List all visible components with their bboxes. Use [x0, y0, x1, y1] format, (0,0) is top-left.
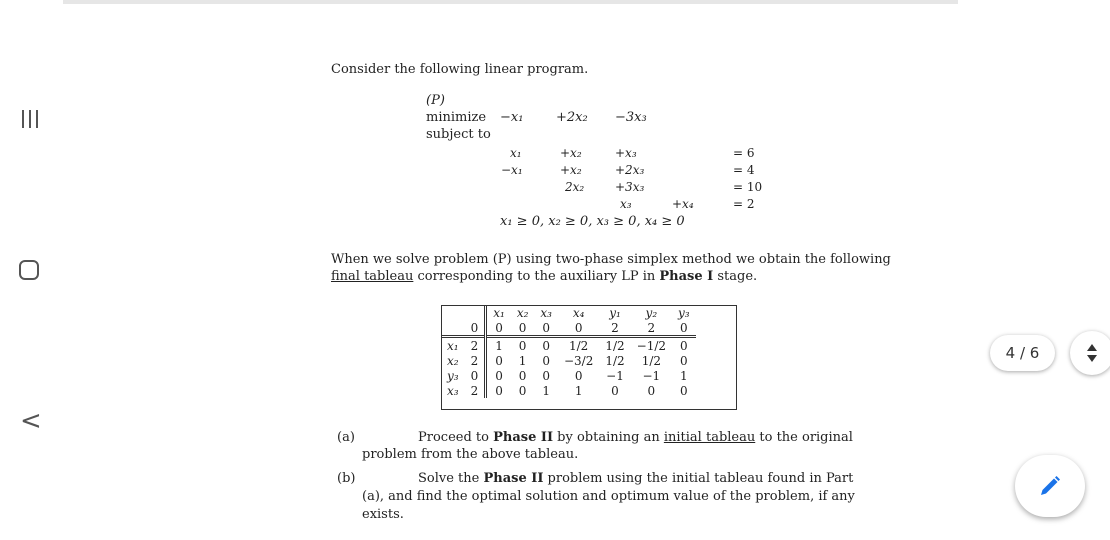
question-b-line-3: exists. [362, 507, 404, 522]
tableau-cell: 1/2 [605, 338, 625, 353]
tableau-cell: 1 [542, 383, 550, 398]
tableau-cell [441, 320, 465, 337]
question-a-mid: by obtaining an [553, 430, 664, 445]
tableau-cell: 0 [574, 320, 583, 335]
tableau-cell: 0 [495, 320, 503, 335]
tableau-basic-var: x₁ [447, 338, 459, 353]
tableau-header-cell: x₄ [572, 305, 585, 320]
tableau-header-cell [441, 305, 465, 320]
tableau-cell: 0 [495, 353, 503, 368]
tableau-cell: 1 [680, 368, 688, 383]
tableau-header-row [441, 305, 696, 320]
question-b-label: (b) [337, 471, 356, 486]
tableau-header-cell [465, 305, 486, 320]
tableau-cell: 0 [518, 383, 527, 398]
constraint-3-x2: 2x₂ [565, 180, 585, 194]
question-b-bold: Phase II [483, 471, 544, 486]
constraint-1-x3: +x₃ [615, 146, 637, 160]
constraint-1-x1: x₁ [510, 146, 522, 160]
objective-term-2: +2x₂ [556, 110, 588, 125]
question-b-pre: Solve the [418, 471, 484, 486]
tableau-cell: −3/2 [563, 353, 594, 368]
constraint-2-rhs: = 4 [733, 163, 755, 177]
chevron-up-icon[interactable] [1087, 344, 1097, 351]
question-b-line-1 [418, 471, 853, 486]
tableau-cell: 0 [574, 368, 583, 383]
tableau-objective-row [441, 320, 696, 337]
home-icon[interactable] [19, 260, 39, 280]
paragraph-line-1: When we solve problem (P) using two-phase simplex method we obtain the following [331, 252, 891, 267]
tableau-cell: 0 [542, 320, 550, 335]
tableau-cell: 2 [611, 320, 619, 335]
tableau-cell: 0 [495, 383, 503, 398]
constraint-4-x3: x₃ [620, 197, 632, 211]
constraint-2-x1: −x₁ [501, 163, 523, 177]
paragraph-line-2-end: stage. [713, 269, 758, 284]
tableau-cell: 0 [680, 338, 688, 353]
question-a-line-2: problem from the above tableau. [362, 447, 579, 462]
tableau-cell: 2 [465, 353, 486, 368]
initial-tableau-link: initial tableau [663, 430, 756, 445]
tableau-cell: 2 [647, 320, 656, 335]
minimize-word: minimize [426, 110, 487, 125]
constraint-3-x3: +3x₃ [615, 180, 645, 194]
tableau-cell: 0 [495, 368, 503, 383]
final-tableau-link: final tableau [331, 269, 414, 284]
tableau-cell: 0 [542, 368, 550, 383]
tableau-basic-var: x₃ [447, 383, 459, 398]
constraint-1-rhs: = 6 [733, 146, 755, 160]
tableau-cell: 0 [680, 320, 688, 335]
edit-button[interactable] [1015, 455, 1085, 517]
tableau-row [441, 383, 696, 398]
tableau-cell: 0 [518, 338, 527, 353]
tableau-row [441, 353, 696, 368]
constraint-4-rhs: = 2 [733, 197, 755, 211]
intro-text: Consider the following linear program. [331, 62, 589, 77]
constraint-2-x2: +x₂ [560, 163, 582, 177]
objective-term-3: −3x₃ [615, 110, 647, 125]
chevron-down-icon[interactable] [1087, 355, 1097, 362]
problem-label: (P) [426, 93, 445, 108]
tableau-header-cell: y₃ [678, 305, 690, 320]
tableau-cell: 0 [465, 368, 486, 383]
tableau-header-cell: x₂ [516, 305, 529, 320]
back-icon[interactable]: < [20, 406, 42, 436]
tableau-header-cell: x₁ [493, 305, 505, 320]
menu-icon[interactable] [22, 110, 38, 128]
tableau-cell: 0 [518, 320, 527, 335]
tableau-cell: −1 [642, 368, 661, 383]
tableau-cell: 2 [465, 337, 486, 354]
tableau-cell: 0 [465, 320, 486, 337]
question-b-post: problem using the initial tableau found in Part [543, 471, 854, 486]
tableau-basic-var: x₂ [447, 353, 459, 368]
question-a-bold: Phase II [493, 430, 554, 445]
tableau-cell: 2 [465, 383, 486, 398]
tableau-cell: 0 [542, 338, 550, 353]
tableau-cell: 0 [647, 383, 656, 398]
tableau-header-cell: y₂ [645, 305, 658, 320]
paragraph-line-2-rest: corresponding to the auxiliary LP in [413, 269, 660, 284]
scroll-updown-icon[interactable] [1070, 331, 1110, 375]
page-indicator: 4 / 6 [990, 335, 1055, 371]
nonnegativity-constraints: x₁ ≥ 0, x₂ ≥ 0, x₃ ≥ 0, x₄ ≥ 0 [500, 214, 685, 229]
phase-one-final-tableau [441, 305, 696, 398]
question-b-line-2: (a), and find the optimal solution and optimum value of the problem, if any [362, 489, 855, 504]
constraint-3-rhs: = 10 [733, 180, 763, 194]
tableau-cell: 1 [574, 383, 583, 398]
tableau-header-cell: x₃ [540, 305, 552, 320]
tableau-cell: 0 [680, 353, 688, 368]
tableau-header-cell: y₁ [609, 305, 621, 320]
constraint-1-x2: +x₂ [560, 146, 582, 160]
phase-one-bold: Phase I [659, 269, 714, 284]
tableau-row [441, 337, 696, 354]
edit-pencil-icon [1038, 474, 1062, 498]
question-a-pre: Proceed to [418, 430, 494, 445]
paragraph-line-2 [331, 269, 757, 284]
question-a-label: (a) [337, 430, 355, 445]
tableau-row [441, 368, 696, 383]
tableau-cell: 0 [542, 353, 550, 368]
subject-to-word: subject to [426, 127, 491, 142]
tableau-cell: −1/2 [636, 338, 667, 353]
tableau-cell: 1/2 [605, 353, 625, 368]
tableau-cell: 1 [495, 338, 503, 353]
question-a-post: to the original [755, 430, 853, 445]
tableau-cell: 0 [680, 383, 688, 398]
tableau-cell: 0 [518, 368, 527, 383]
tableau-cell: 0 [611, 383, 619, 398]
tableau-basic-var: y₃ [447, 368, 459, 383]
question-a-line-1 [418, 430, 853, 445]
tableau-cell: 1 [518, 353, 527, 368]
constraint-4-x4: +x₄ [672, 197, 694, 211]
constraint-2-x3: +2x₃ [615, 163, 645, 177]
tableau-cell: 1/2 [641, 353, 661, 368]
tableau-cell: 1/2 [569, 338, 589, 353]
tableau-cell: −1 [606, 368, 624, 383]
objective-term-1: −x₁ [500, 110, 524, 125]
